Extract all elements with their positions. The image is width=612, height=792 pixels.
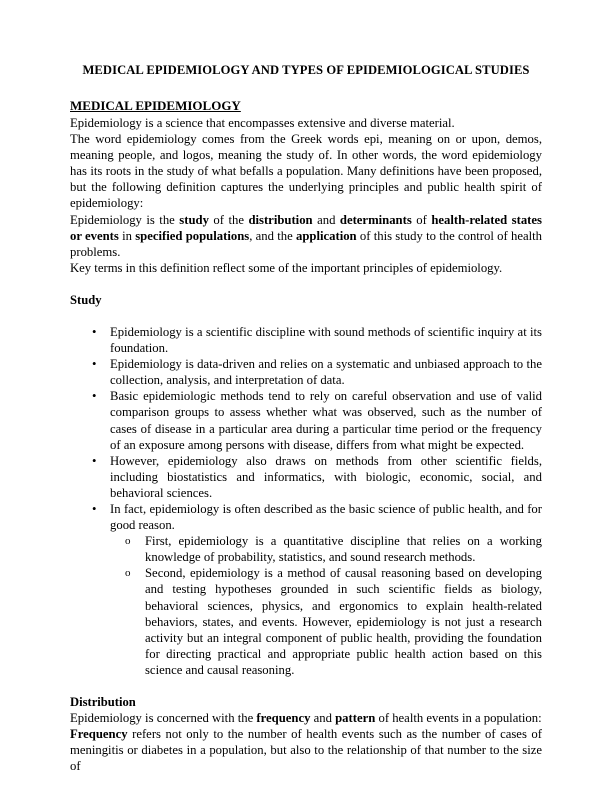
- circle-bullet-icon: o: [125, 535, 131, 548]
- list-item-text: Epidemiology is data-driven and relies on a systematic and unbiased approach to the collection, analysis, and interpretation of data.: [110, 357, 542, 388]
- paragraph-intro-2: The word epidemiology comes from the Greek words epi, meaning on or upon, demos, meaning people, and logos, meaning the study of. In other words, the word epidemiology has its roots in the study of what befalls a population. Many definitions have been proposed, but the following definition captures the underlying principles and public health spirit of epidemiology:: [70, 132, 542, 211]
- page-title: MEDICAL EPIDEMIOLOGY AND TYPES OF EPIDEMIOLOGICAL STUDIES: [82, 63, 530, 77]
- spacer-before-distribution: [70, 678, 542, 694]
- study-bullet-list: [70, 324, 542, 533]
- spacer-after-study-heading: [70, 308, 542, 324]
- list-item-text: Basic epidemiologic methods tend to rely on careful observation and use of valid comparison groups to assess whether what was observed, such as the number of cases of disease in a particular area during a particular time period or the frequency of an exposure among persons with disease, differs from what might be expected.: [110, 389, 542, 452]
- definition-term-health-related-states: health-related states or events: [70, 212, 542, 243]
- bullet-icon: •: [92, 389, 97, 404]
- distribution-text-3: of health events in a population:: [375, 711, 542, 725]
- paragraph-definition: [70, 212, 542, 260]
- definition-text-5: in: [118, 228, 136, 243]
- bullet-icon: •: [92, 357, 97, 372]
- paragraph-distribution-intro: [70, 710, 542, 726]
- distribution-term-frequency: frequency: [256, 711, 311, 725]
- circle-bullet-icon: o: [125, 567, 131, 580]
- definition-term-distribution: distribution: [248, 212, 313, 227]
- list-item: [70, 565, 542, 678]
- section-heading-medical-epidemiology: MEDICAL EPIDEMIOLOGY: [70, 98, 241, 113]
- spacer-before-study: [70, 276, 542, 292]
- definition-text-1: Epidemiology is the: [70, 212, 180, 227]
- bullet-icon: •: [92, 453, 97, 468]
- definition-text-7: of this study to the control of health problems.: [70, 228, 542, 259]
- list-item-text: Second, epidemiology is a method of causal reasoning based on developing and testing hypotheses grounded in such scientific fields as biology, behavioral sciences, physics, and ergonomics to explain health-related behaviors, states, and events. However, epidemiology is not just a research activity but an integral component of public health, providing the foundation for directing practical and appropriate public health action based on this science and causal reasoning.: [145, 566, 542, 677]
- paragraph-key-terms: Key terms in this definition reflect some of the important principles of epidemiology.: [70, 260, 503, 275]
- frequency-term: Frequency: [70, 727, 128, 742]
- list-item-text: In fact, epidemiology is often described as the basic science of public health, and for good reason.: [110, 501, 542, 533]
- list-item: [70, 501, 542, 533]
- list-item: [70, 453, 542, 501]
- definition-text-6: , and the: [249, 228, 296, 243]
- distribution-text-1: Epidemiology is concerned with the: [70, 711, 257, 725]
- definition-term-application: application: [295, 228, 357, 243]
- list-item: [70, 388, 542, 452]
- definition-text-3: and: [312, 212, 340, 227]
- definition-term-specified-populations: specified populations: [135, 228, 250, 243]
- distribution-term-pattern: pattern: [335, 711, 376, 725]
- paragraph-intro-1: Epidemiology is a science that encompasses extensive and diverse material.: [70, 116, 455, 130]
- list-item-text: However, epidemiology also draws on methods from other scientific fields, including biostatistics and informatics, with biologic, economic, social, and behavioral sciences.: [110, 453, 542, 500]
- distribution-text-2: and: [310, 711, 336, 725]
- list-item: [70, 324, 542, 356]
- list-item: [70, 356, 542, 388]
- frequency-text: refers not only to the number of health events such as the number of cases of meningitis or diabetes in a population, but also to the relationship of that number to the size of: [70, 727, 542, 774]
- list-item-text: First, epidemiology is a quantitative discipline that relies on a working knowledge of probability, statistics, and sound research methods.: [145, 534, 542, 565]
- definition-term-determinants: determinants: [339, 212, 412, 227]
- list-item: [70, 533, 542, 565]
- definition-text-2: of the: [208, 212, 249, 227]
- section-heading-distribution: Distribution: [70, 695, 136, 709]
- definition-term-study: study: [179, 212, 209, 227]
- paragraph-frequency: [70, 726, 542, 774]
- section-heading-study: Study: [70, 292, 102, 307]
- study-sub-bullet-list: [70, 533, 542, 678]
- list-item-text: Epidemiology is a scientific discipline with sound methods of scientific inquiry at its foundation.: [110, 324, 542, 356]
- bullet-icon: •: [92, 324, 97, 339]
- bullet-icon: •: [92, 501, 97, 516]
- definition-text-4: of: [411, 212, 432, 227]
